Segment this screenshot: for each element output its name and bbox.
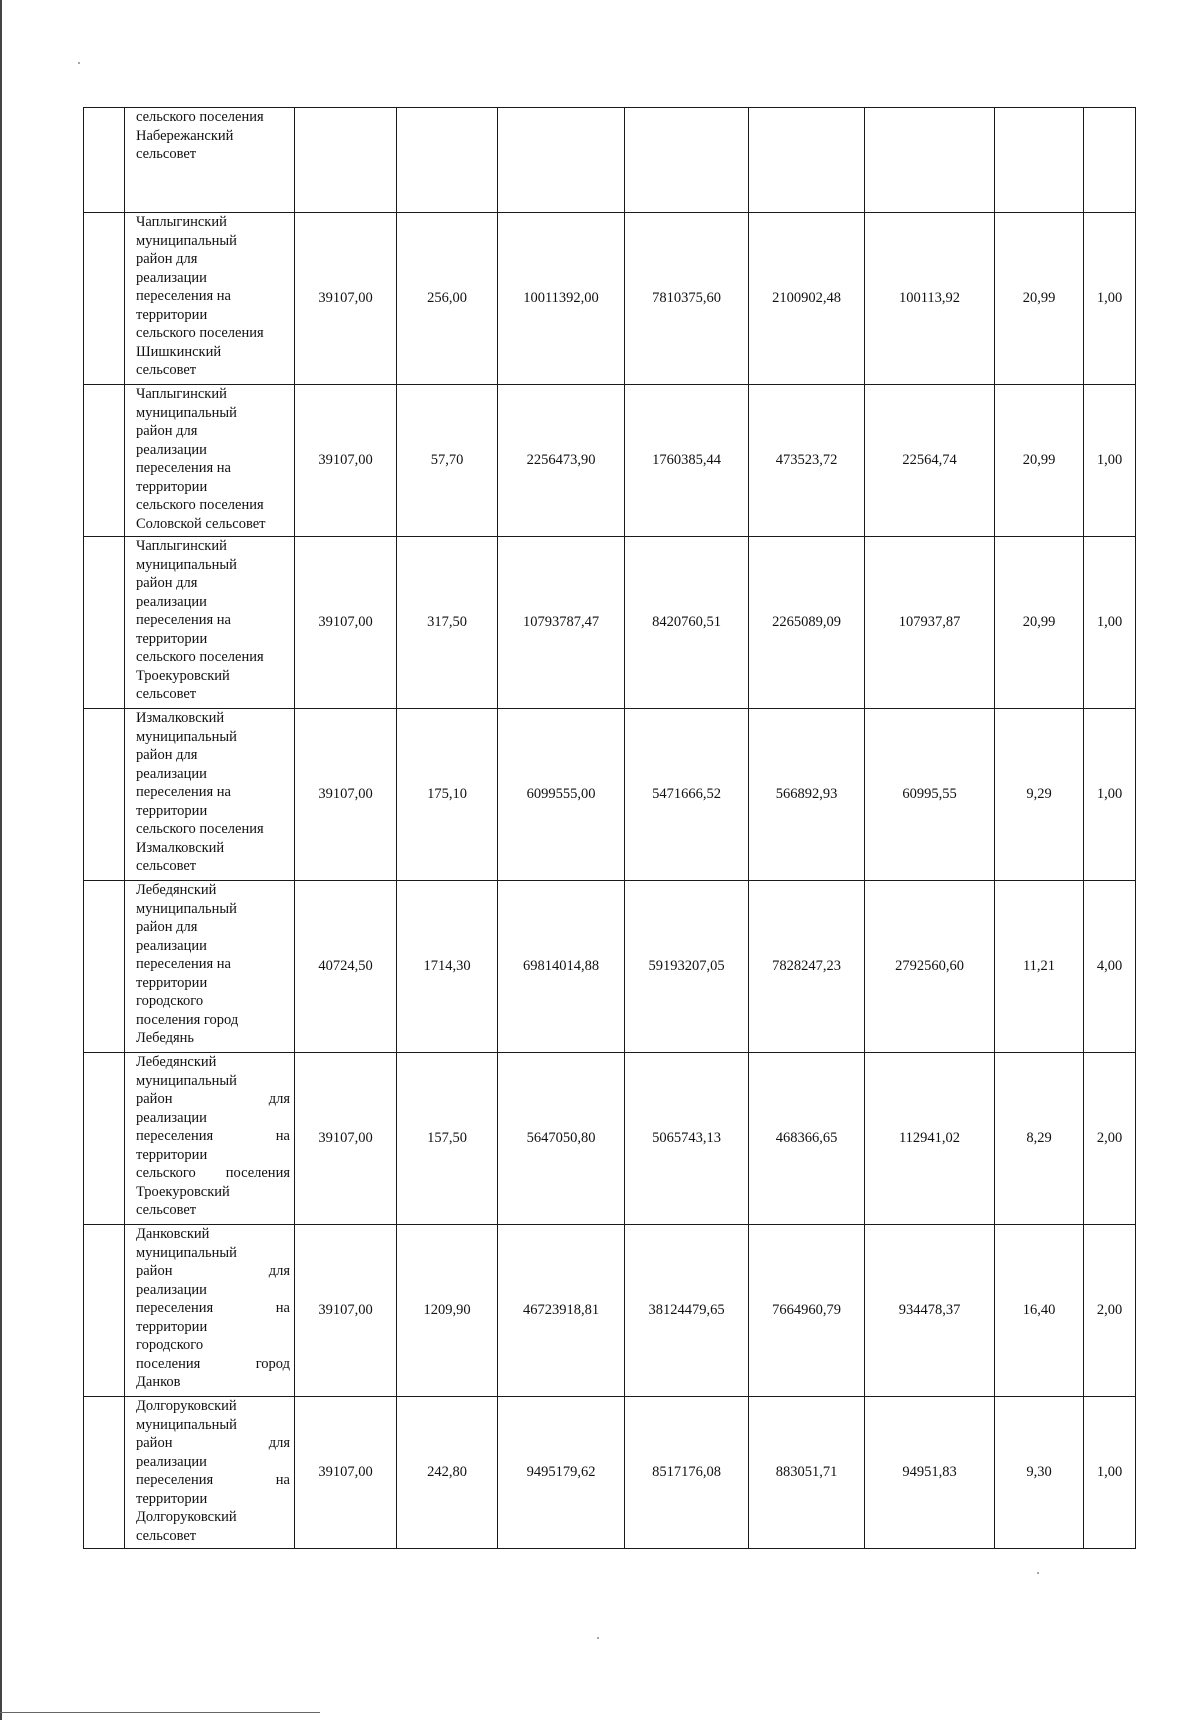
name-line: переселения на — [136, 460, 231, 476]
name-line: переселения на — [136, 612, 231, 628]
value-cell-col-7: 11,21 — [995, 881, 1084, 1053]
name-line: территории — [136, 630, 208, 647]
table-row — [84, 709, 1136, 881]
value-cell-col-8: 1,00 — [1084, 213, 1136, 385]
name-line: муниципальный — [136, 900, 237, 917]
row-index-cell — [84, 881, 125, 1053]
name-line: реализации — [136, 1109, 207, 1126]
value-cell-col-4: 5065743,13 — [625, 1053, 749, 1225]
name-line: Чаплыгинский — [136, 386, 227, 402]
value-cell-col-3: 9495179,62 — [498, 1397, 625, 1549]
value-cell-col-2: 157,50 — [397, 1053, 498, 1225]
name-line: реализации — [136, 593, 207, 610]
row-index-cell — [84, 1225, 125, 1397]
name-line: район для — [136, 747, 198, 763]
value-cell-col-6 — [865, 108, 995, 213]
name-line: сельского поселения — [136, 649, 264, 665]
table-row — [84, 108, 1136, 213]
table-row — [84, 1225, 1136, 1397]
value-cell-col-3: 10793787,47 — [498, 537, 625, 709]
name-line: территории — [136, 1490, 208, 1507]
municipality-name-cell — [125, 385, 295, 537]
value-cell-col-3: 2256473,90 — [498, 385, 625, 537]
name-line: муниципальный — [136, 404, 237, 421]
value-cell-col-6: 112941,02 — [865, 1053, 995, 1225]
row-index-cell — [84, 1397, 125, 1549]
table-row — [84, 1053, 1136, 1225]
value-cell-col-7: 9,29 — [995, 709, 1084, 881]
value-cell-col-1 — [295, 108, 397, 213]
name-line: муниципальный — [136, 232, 237, 249]
name-line: сельсовет — [136, 686, 197, 702]
value-cell-col-1: 39107,00 — [295, 709, 397, 881]
name-line: район для — [136, 1091, 290, 1107]
name-line: территории — [136, 306, 208, 323]
value-cell-col-4: 8517176,08 — [625, 1397, 749, 1549]
value-cell-col-4: 38124479,65 — [625, 1225, 749, 1397]
name-line: поселения город — [136, 1355, 290, 1372]
page-bottom-rule — [0, 1712, 320, 1713]
value-cell-col-5: 2265089,09 — [749, 537, 865, 709]
value-cell-col-7: 20,99 — [995, 537, 1084, 709]
row-index-cell — [84, 108, 125, 213]
name-line: сельсовет — [136, 362, 197, 378]
name-line: Троекуровский — [136, 1183, 230, 1200]
value-cell-col-3 — [498, 108, 625, 213]
value-cell-col-4: 8420760,51 — [625, 537, 749, 709]
name-line: Соловской сельсовет — [136, 515, 266, 532]
value-cell-col-2: 317,50 — [397, 537, 498, 709]
value-cell-col-6: 2792560,60 — [865, 881, 995, 1053]
name-line: Набережанский — [136, 127, 234, 144]
name-line: переселения на — [136, 1300, 290, 1316]
name-line: реализации — [136, 441, 207, 458]
value-cell-col-8: 1,00 — [1084, 1397, 1136, 1549]
value-cell-col-1: 40724,50 — [295, 881, 397, 1053]
name-line: сельского поселения — [136, 1165, 290, 1181]
name-line: сельского поселения — [136, 325, 264, 341]
name-line: реализации — [136, 269, 207, 286]
value-cell-col-8: 4,00 — [1084, 881, 1136, 1053]
name-line: переселения на — [136, 784, 231, 800]
value-cell-col-1: 39107,00 — [295, 1053, 397, 1225]
value-cell-col-6: 94951,83 — [865, 1397, 995, 1549]
value-cell-col-2: 1209,90 — [397, 1225, 498, 1397]
table-row — [84, 881, 1136, 1053]
value-cell-col-4: 1760385,44 — [625, 385, 749, 537]
value-cell-col-1: 39107,00 — [295, 385, 397, 537]
name-line: переселения на — [136, 1472, 290, 1488]
name-line: район для — [136, 251, 198, 267]
value-cell-col-3: 10011392,00 — [498, 213, 625, 385]
name-line: сельского поселения — [136, 109, 264, 125]
name-line: муниципальный — [136, 556, 237, 573]
table-row — [84, 1397, 1136, 1549]
name-line: переселения на — [136, 1128, 290, 1144]
value-cell-col-7: 20,99 — [995, 213, 1084, 385]
municipality-name-cell — [125, 213, 295, 385]
value-cell-col-3: 6099555,00 — [498, 709, 625, 881]
name-line: переселения на — [136, 288, 231, 304]
name-line: Лебедянский — [136, 882, 217, 898]
name-line: Данковский — [136, 1226, 210, 1242]
value-cell-col-4: 5471666,52 — [625, 709, 749, 881]
name-line: муниципальный — [136, 1072, 237, 1089]
row-index-cell — [84, 1053, 125, 1225]
value-cell-col-8: 2,00 — [1084, 1225, 1136, 1397]
name-line: сельсовет — [136, 1202, 197, 1218]
name-line: муниципальный — [136, 1244, 237, 1261]
value-cell-col-5: 7664960,79 — [749, 1225, 865, 1397]
name-line: сельского поселения — [136, 497, 264, 513]
municipality-name-cell — [125, 1397, 295, 1549]
value-cell-col-4: 7810375,60 — [625, 213, 749, 385]
municipality-name-cell — [125, 1053, 295, 1225]
value-cell-col-8: 1,00 — [1084, 385, 1136, 537]
municipality-name-cell — [125, 537, 295, 709]
name-line: поселения город — [136, 1011, 239, 1028]
name-line: Измалковский — [136, 839, 225, 856]
name-line: Троекуровский — [136, 667, 230, 684]
municipality-name-cell — [125, 709, 295, 881]
name-line: Измалковский — [136, 710, 225, 726]
value-cell-col-1: 39107,00 — [295, 213, 397, 385]
municipality-name-cell — [125, 1225, 295, 1397]
value-cell-col-7: 8,29 — [995, 1053, 1084, 1225]
value-cell-col-6: 60995,55 — [865, 709, 995, 881]
value-cell-col-5: 2100902,48 — [749, 213, 865, 385]
value-cell-col-8: 1,00 — [1084, 537, 1136, 709]
scan-speck — [1037, 1572, 1039, 1574]
name-line: Данков — [136, 1374, 181, 1390]
value-cell-col-4 — [625, 108, 749, 213]
value-cell-col-8: 1,00 — [1084, 709, 1136, 881]
page-left-edge — [0, 0, 2, 1720]
name-line: территории — [136, 1146, 208, 1163]
name-line: Долгоруковский — [136, 1509, 237, 1525]
name-line: Лебедянь — [136, 1030, 195, 1046]
name-line: сельсовет — [136, 858, 197, 874]
value-cell-col-2 — [397, 108, 498, 213]
value-cell-col-6: 100113,92 — [865, 213, 995, 385]
row-index-cell — [84, 537, 125, 709]
name-line: переселения на — [136, 956, 231, 972]
value-cell-col-2: 175,10 — [397, 709, 498, 881]
name-line: Чаплыгинский — [136, 214, 227, 230]
name-line: реализации — [136, 937, 207, 954]
value-cell-col-8: 2,00 — [1084, 1053, 1136, 1225]
name-line: территории — [136, 1318, 208, 1335]
name-line: район для — [136, 423, 198, 439]
name-line: муниципальный — [136, 1416, 237, 1433]
value-cell-col-2: 256,00 — [397, 213, 498, 385]
value-cell-col-6: 107937,87 — [865, 537, 995, 709]
name-line: территории — [136, 478, 208, 495]
value-cell-col-2: 57,70 — [397, 385, 498, 537]
value-cell-col-1: 39107,00 — [295, 537, 397, 709]
name-line: район для — [136, 919, 198, 935]
name-line: сельского поселения — [136, 821, 264, 837]
name-line: район для — [136, 575, 198, 591]
scan-speck — [597, 1637, 599, 1639]
row-index-cell — [84, 213, 125, 385]
allocation-table — [83, 107, 1136, 1549]
name-line: Чаплыгинский — [136, 538, 227, 554]
row-index-cell — [84, 385, 125, 537]
name-line: Лебедянский — [136, 1054, 217, 1070]
value-cell-col-5: 566892,93 — [749, 709, 865, 881]
value-cell-col-6: 22564,74 — [865, 385, 995, 537]
value-cell-col-2: 1714,30 — [397, 881, 498, 1053]
value-cell-col-7 — [995, 108, 1084, 213]
municipality-name-cell — [125, 108, 295, 213]
value-cell-col-1: 39107,00 — [295, 1397, 397, 1549]
value-cell-col-5: 7828247,23 — [749, 881, 865, 1053]
table-row — [84, 213, 1136, 385]
table-row — [84, 537, 1136, 709]
value-cell-col-5: 883051,71 — [749, 1397, 865, 1549]
name-line: территории — [136, 802, 208, 819]
municipality-name-cell — [125, 881, 295, 1053]
value-cell-col-5: 468366,65 — [749, 1053, 865, 1225]
name-line: территории — [136, 974, 208, 991]
name-line: Шишкинский — [136, 343, 222, 360]
name-line: реализации — [136, 765, 207, 782]
table-row — [84, 385, 1136, 537]
value-cell-col-5: 473523,72 — [749, 385, 865, 537]
name-line: городского — [136, 1337, 204, 1353]
name-line: реализации — [136, 1281, 207, 1298]
name-line: городского — [136, 993, 204, 1009]
name-line: муниципальный — [136, 728, 237, 745]
value-cell-col-7: 9,30 — [995, 1397, 1084, 1549]
scan-speck — [78, 62, 80, 64]
value-cell-col-3: 5647050,80 — [498, 1053, 625, 1225]
value-cell-col-3: 69814014,88 — [498, 881, 625, 1053]
value-cell-col-2: 242,80 — [397, 1397, 498, 1549]
value-cell-col-6: 934478,37 — [865, 1225, 995, 1397]
value-cell-col-1: 39107,00 — [295, 1225, 397, 1397]
value-cell-col-4: 59193207,05 — [625, 881, 749, 1053]
value-cell-col-3: 46723918,81 — [498, 1225, 625, 1397]
value-cell-col-7: 20,99 — [995, 385, 1084, 537]
name-line: сельсовет — [136, 146, 197, 162]
table-body — [84, 108, 1136, 1549]
row-index-cell — [84, 709, 125, 881]
name-line: сельсовет — [136, 1527, 197, 1544]
value-cell-col-7: 16,40 — [995, 1225, 1084, 1397]
name-line: Долгоруковский — [136, 1398, 237, 1414]
name-line: район для — [136, 1435, 290, 1451]
name-line: район для — [136, 1263, 290, 1279]
value-cell-col-5 — [749, 108, 865, 213]
name-line: реализации — [136, 1453, 207, 1470]
value-cell-col-8 — [1084, 108, 1136, 213]
